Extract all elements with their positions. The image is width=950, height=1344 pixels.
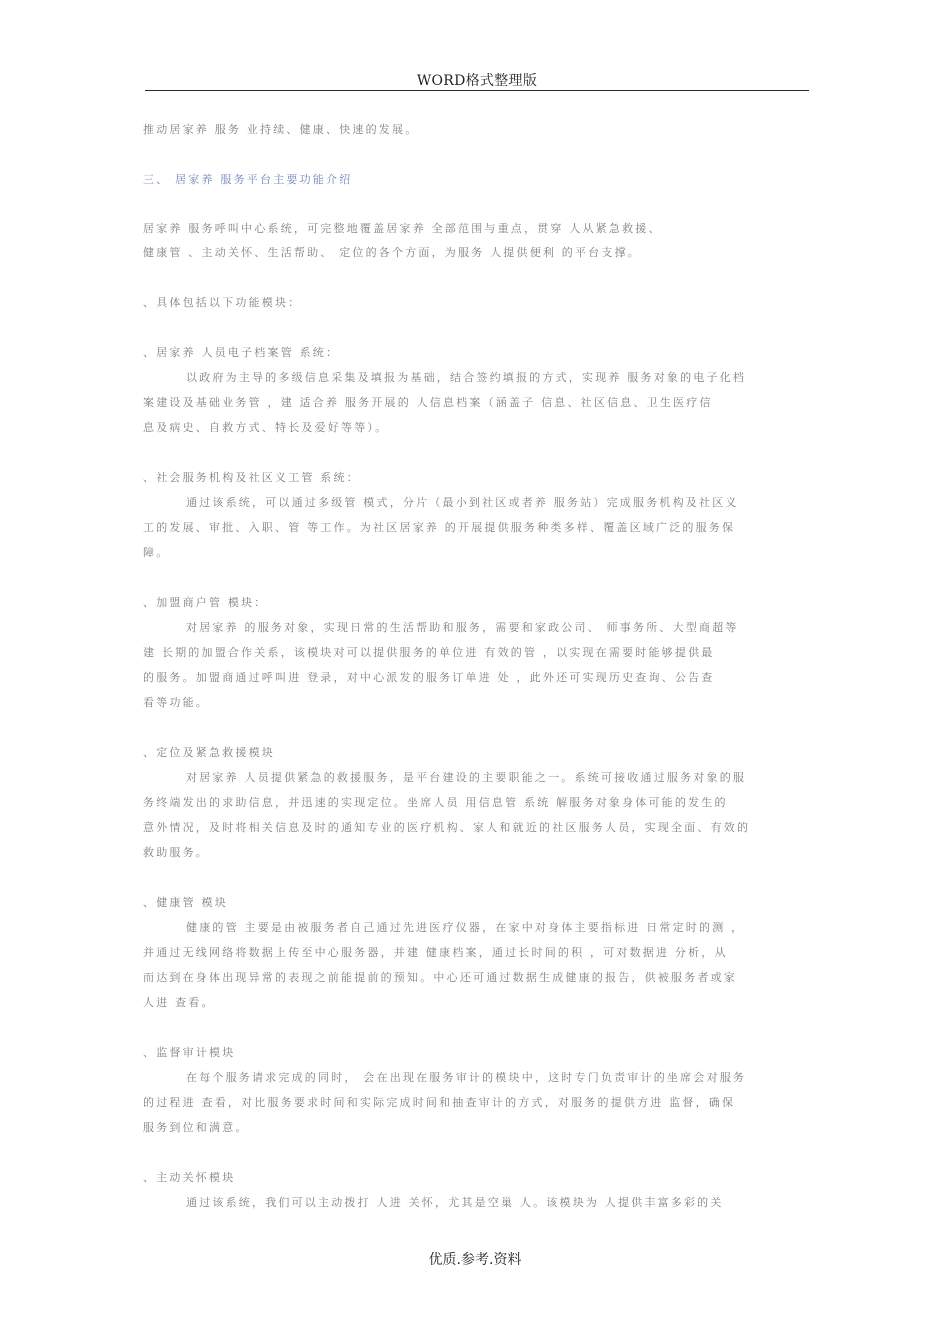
module-title: 、居家养 人员电子档案管 系统： [143, 346, 340, 359]
module-text: 而达到在身体出现异常的表现之前能提前的预知。中心还可通过数据生成健康的报告，供被服务者或家 [143, 971, 737, 984]
module-text: 对居家养 的服务对象，实现日常的生活帮助和服务，需要和家政公司、 师事务所、大型商超等 [186, 621, 739, 634]
overview-line: 健康管 、主动关怀、生活帮助、 定位的各个方面，为服务 人提供便利 的平台支撑。 [143, 246, 641, 259]
module-title: 、社会服务机构及社区义工管 系统： [143, 471, 360, 484]
module-text: 建 长期的加盟合作关系，该模块对可以提供服务的单位进 有效的管 ，以实现在需要时能够提供最 [143, 646, 715, 659]
module-text: 在每个服务请求完成的同时， 会在出现在服务审计的模块中，这时专门负责审计的坐席会对服务 [186, 1071, 747, 1084]
module-text: 人进 查看。 [143, 996, 215, 1009]
overview-line: 居家养 服务呼叫中心系统，可完整地覆盖居家养 全部范围与重点，贯穿 人从紧急救援、 [143, 222, 662, 235]
modules-intro: 、具体包括以下功能模块： [143, 296, 302, 309]
module-text: 看等功能。 [143, 696, 209, 709]
module-title: 、主动关怀模块 [143, 1171, 236, 1184]
module-text: 息及病史、自救方式、特长及爱好等等）。 [143, 421, 389, 434]
module-text: 通过该系统，可以通过多级管 模式，分片（最小到社区或者养 服务站）完成服务机构及社区义 [186, 496, 739, 509]
page-header-title: WORD格式整理版 [416, 73, 538, 89]
module-text: 通过该系统，我们可以主动拨打 人进 关怀，尤其是空巢 人。该模块为 人提供丰富多彩的关 [186, 1196, 724, 1209]
module-text: 案建设及基础业务管 ，建 适合养 服务开展的 人信息档案（涵盖子 信息、社区信息、卫生医疗信 [143, 396, 713, 409]
page-footer: 优质.参考.资料 [428, 1252, 522, 1268]
module-title: 、定位及紧急救援模块 [143, 746, 275, 759]
section-heading: 三、 居家养 服务平台主要功能介绍 [143, 173, 353, 186]
module-title: 、健康管 模块 [143, 896, 228, 909]
module-text: 意外情况，及时将相关信息及时的通知专业的医疗机构、家人和就近的社区服务人员，实现全面、有效的 [143, 821, 751, 834]
intro-line: 推动居家养 服务 业持续、健康、快速的发展。 [143, 123, 419, 136]
module-text: 救助服务。 [143, 846, 209, 859]
module-text: 务终端发出的求助信息，并迅速的实现定位。坐席人员 用信息管 系统 解服务对象身体可能的发生的 [143, 796, 728, 809]
module-text: 对居家养 人员提供紧急的救援服务，是平台建设的主要职能之一。系统可接收通过服务对象的服 [186, 771, 747, 784]
module-text: 以政府为主导的多级信息采集及填报为基础，结合签约填报的方式，实现养 服务对象的电子化档 [186, 371, 747, 384]
module-text: 并通过无线网络将数据上传至中心服务器，并建 健康档案，通过长时间的积 ，可对数据进 分析，从 [143, 946, 728, 959]
module-text: 工的发展、审批、入职、管 等工作。为社区居家养 的开展提供服务种类多样、覆盖区域广泛的服务保 [143, 521, 736, 534]
module-text: 障。 [143, 546, 170, 559]
module-text: 的过程进 查看，对比服务要求时间和实际完成时间和抽查审计的方式，对服务的提供方进 监督，确保 [143, 1096, 736, 1109]
module-title: 、监督审计模块 [143, 1046, 236, 1059]
module-text: 健康的管 主要是由被服务者自己通过先进医疗仪器，在家中对身体主要指标进 日常定时的测 ， [186, 921, 745, 934]
module-text: 的服务。加盟商通过呼叫进 登录，对中心派发的服务订单进 处 ，此外还可实现历史查询、公告查 [143, 671, 715, 684]
module-text: 服务到位和满意。 [143, 1121, 249, 1134]
module-title: 、加盟商户管 模块： [143, 596, 268, 609]
header-rule [145, 90, 809, 91]
